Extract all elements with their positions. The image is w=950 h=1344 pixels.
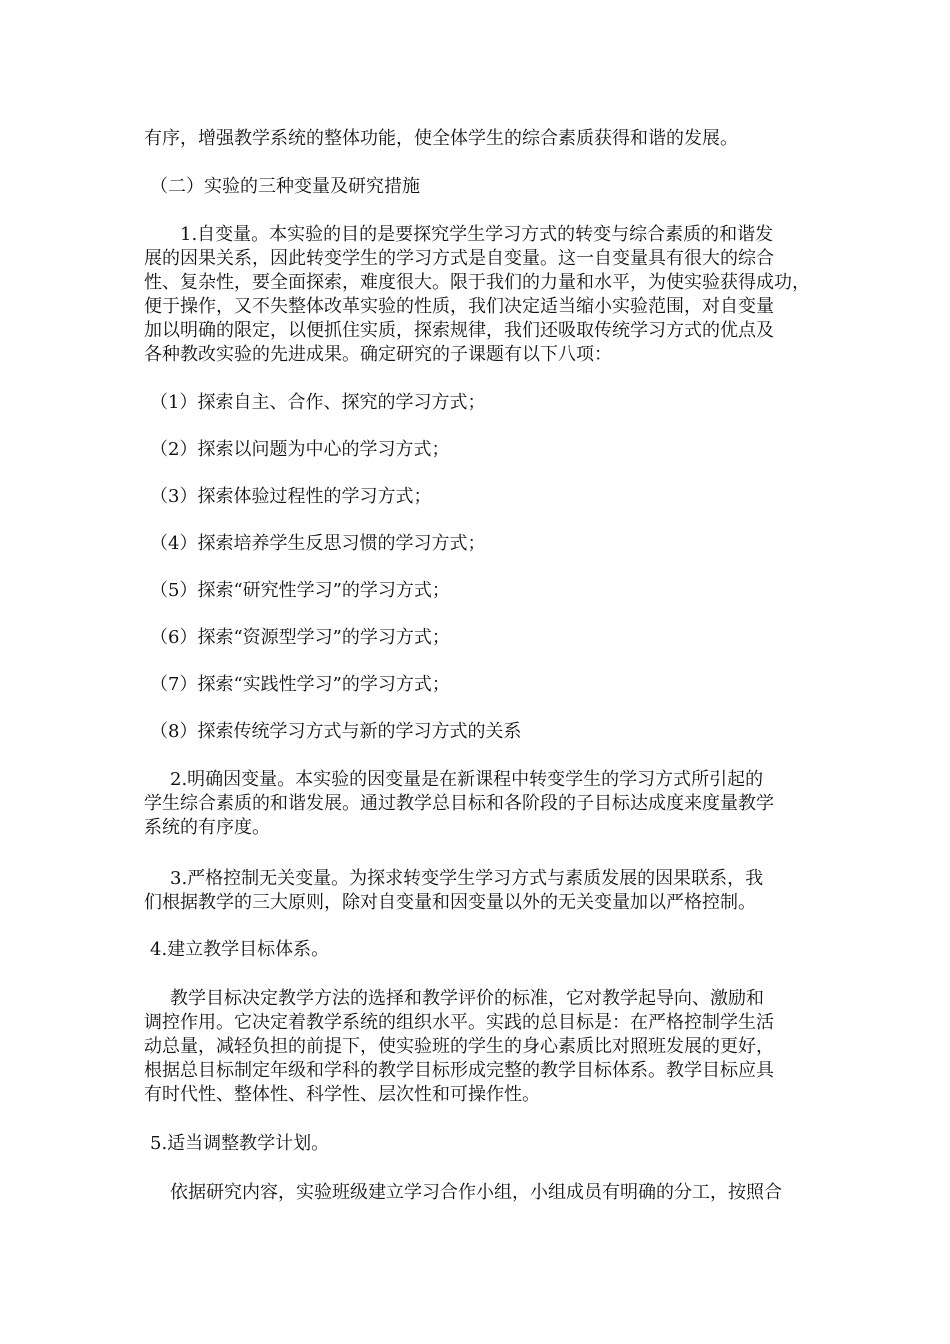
- item1-line: 各种教改实验的先进成果。确定研究的子课题有以下八项：: [144, 344, 612, 365]
- item4-body-line: 动总量，减轻负担的前提下，使实验班的学生的身心素质比对照班发展的更好，: [144, 1036, 774, 1057]
- item5-heading: 5.适当调整教学计划。: [150, 1133, 330, 1154]
- item4-body-line: 有时代性、整体性、科学性、层次性和可操作性。: [144, 1084, 540, 1105]
- subtopic-item: （1）探索自主、合作、探究的学习方式；: [150, 392, 486, 413]
- subtopic-item: （7）探索“实践性学习”的学习方式；: [150, 674, 450, 695]
- item2-line: 2.明确因变量。本实验的因变量是在新课程中转变学生的学习方式所引起的: [170, 769, 764, 790]
- item3-line: 3.严格控制无关变量。为探求转变学生学习方式与素质发展的因果联系，我: [170, 868, 764, 889]
- subtopic-item: （2）探索以问题为中心的学习方式；: [150, 439, 450, 460]
- item1-line: 便于操作，又不失整体改革实验的性质，我们决定适当缩小实验范围，对自变量: [144, 296, 774, 317]
- item3-line: 们根据教学的三大原则，除对自变量和因变量以外的无关变量加以严格控制。: [144, 892, 756, 913]
- intro-line: 有序，增强教学系统的整体功能，使全体学生的综合素质获得和谐的发展。: [144, 128, 738, 149]
- item1-line: 1.自变量。本实验的目的是要探究学生学习方式的转变与综合素质的和谐发: [180, 224, 774, 245]
- subtopic-item: （8）探索传统学习方式与新的学习方式的关系: [150, 721, 522, 742]
- item4-body-line: 教学目标决定教学方法的选择和教学评价的标准，它对教学起导向、激励和: [170, 988, 764, 1009]
- item1-line: 性、复杂性，要全面探索，难度很大。限于我们的力量和水平，为使实验获得成功，: [144, 272, 810, 293]
- item2-line: 系统的有序度。: [144, 817, 270, 838]
- subtopic-item: （6）探索“资源型学习”的学习方式；: [150, 627, 450, 648]
- subtopic-item: （4）探索培养学生反思习惯的学习方式；: [150, 533, 486, 554]
- item4-heading: 4.建立教学目标体系。: [150, 939, 330, 960]
- subtopic-item: （5）探索“研究性学习”的学习方式；: [150, 580, 450, 601]
- subtopic-item: （3）探索体验过程性的学习方式；: [150, 486, 432, 507]
- section-heading: （二）实验的三种变量及研究措施: [150, 176, 420, 197]
- item5-body-line: 依据研究内容，实验班级建立学习合作小组，小组成员有明确的分工，按照合: [170, 1182, 782, 1203]
- item2-line: 学生综合素质的和谐发展。通过教学总目标和各阶段的子目标达成度来度量教学: [144, 793, 774, 814]
- item4-body-line: 根据总目标制定年级和学科的教学目标形成完整的教学目标体系。教学目标应具: [144, 1060, 774, 1081]
- item1-line: 加以明确的限定，以便抓住实质，探索规律，我们还吸取传统学习方式的优点及: [144, 320, 774, 341]
- item4-body-line: 调控作用。它决定着教学系统的组织水平。实践的总目标是：在严格控制学生活: [144, 1012, 774, 1033]
- item1-line: 展的因果关系，因此转变学生的学习方式是自变量。这一自变量具有很大的综合: [144, 248, 774, 269]
